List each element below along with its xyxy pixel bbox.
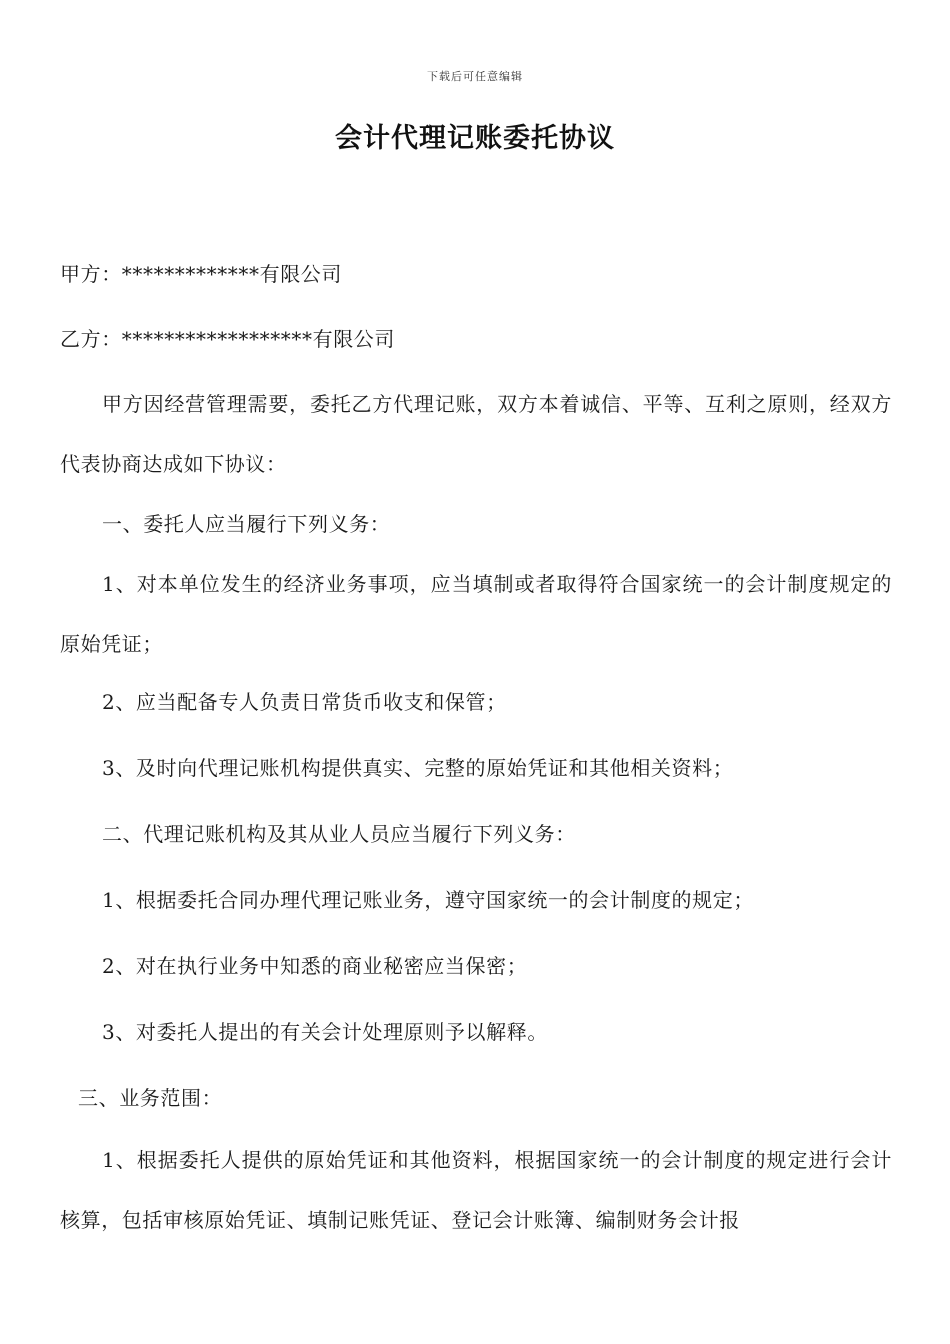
section-2-item-3: 3、对委托人提出的有关会计处理原则予以解释。 — [102, 1020, 548, 1044]
section-1-item-2: 2、应当配备专人负责日常货币收支和保管； — [102, 690, 507, 714]
section-3-heading: 三、业务范围： — [78, 1086, 223, 1110]
section-2-item-2: 2、对在执行业务中知悉的商业秘密应当保密； — [102, 954, 528, 978]
section-1-item-1: 1、对本单位发生的经济业务事项，应当填制或者取得符合国家统一的会计制度规定的原始凭证； — [60, 572, 892, 656]
page-title: 会计代理记账委托协议 — [335, 123, 615, 154]
section-2-item-1: 1、根据委托合同办理代理记账业务，遵守国家统一的会计制度的规定； — [102, 888, 754, 912]
header-note: 下载后可任意编辑 — [427, 70, 523, 83]
party-a-line: 甲方：*************有限公司 — [60, 262, 342, 286]
intro-paragraph: 甲方因经营管理需要，委托乙方代理记账，双方本着诚信、平等、互利之原则，经双方代表协商达成如下协议： — [60, 392, 892, 476]
party-b-line: 乙方：******************有限公司 — [60, 327, 395, 351]
section-2-heading: 二、代理记账机构及其从业人员应当履行下列义务： — [102, 822, 576, 846]
section-1-heading: 一、委托人应当履行下列义务： — [102, 512, 391, 536]
section-1-item-3: 3、及时向代理记账机构提供真实、完整的原始凭证和其他相关资料； — [102, 756, 734, 780]
section-3-item-1: 1、根据委托人提供的原始凭证和其他资料，根据国家统一的会计制度的规定进行会计核算，包括审核原始凭证、填制记账凭证、登记会计账簿、编制财务会计报 — [60, 1148, 892, 1232]
